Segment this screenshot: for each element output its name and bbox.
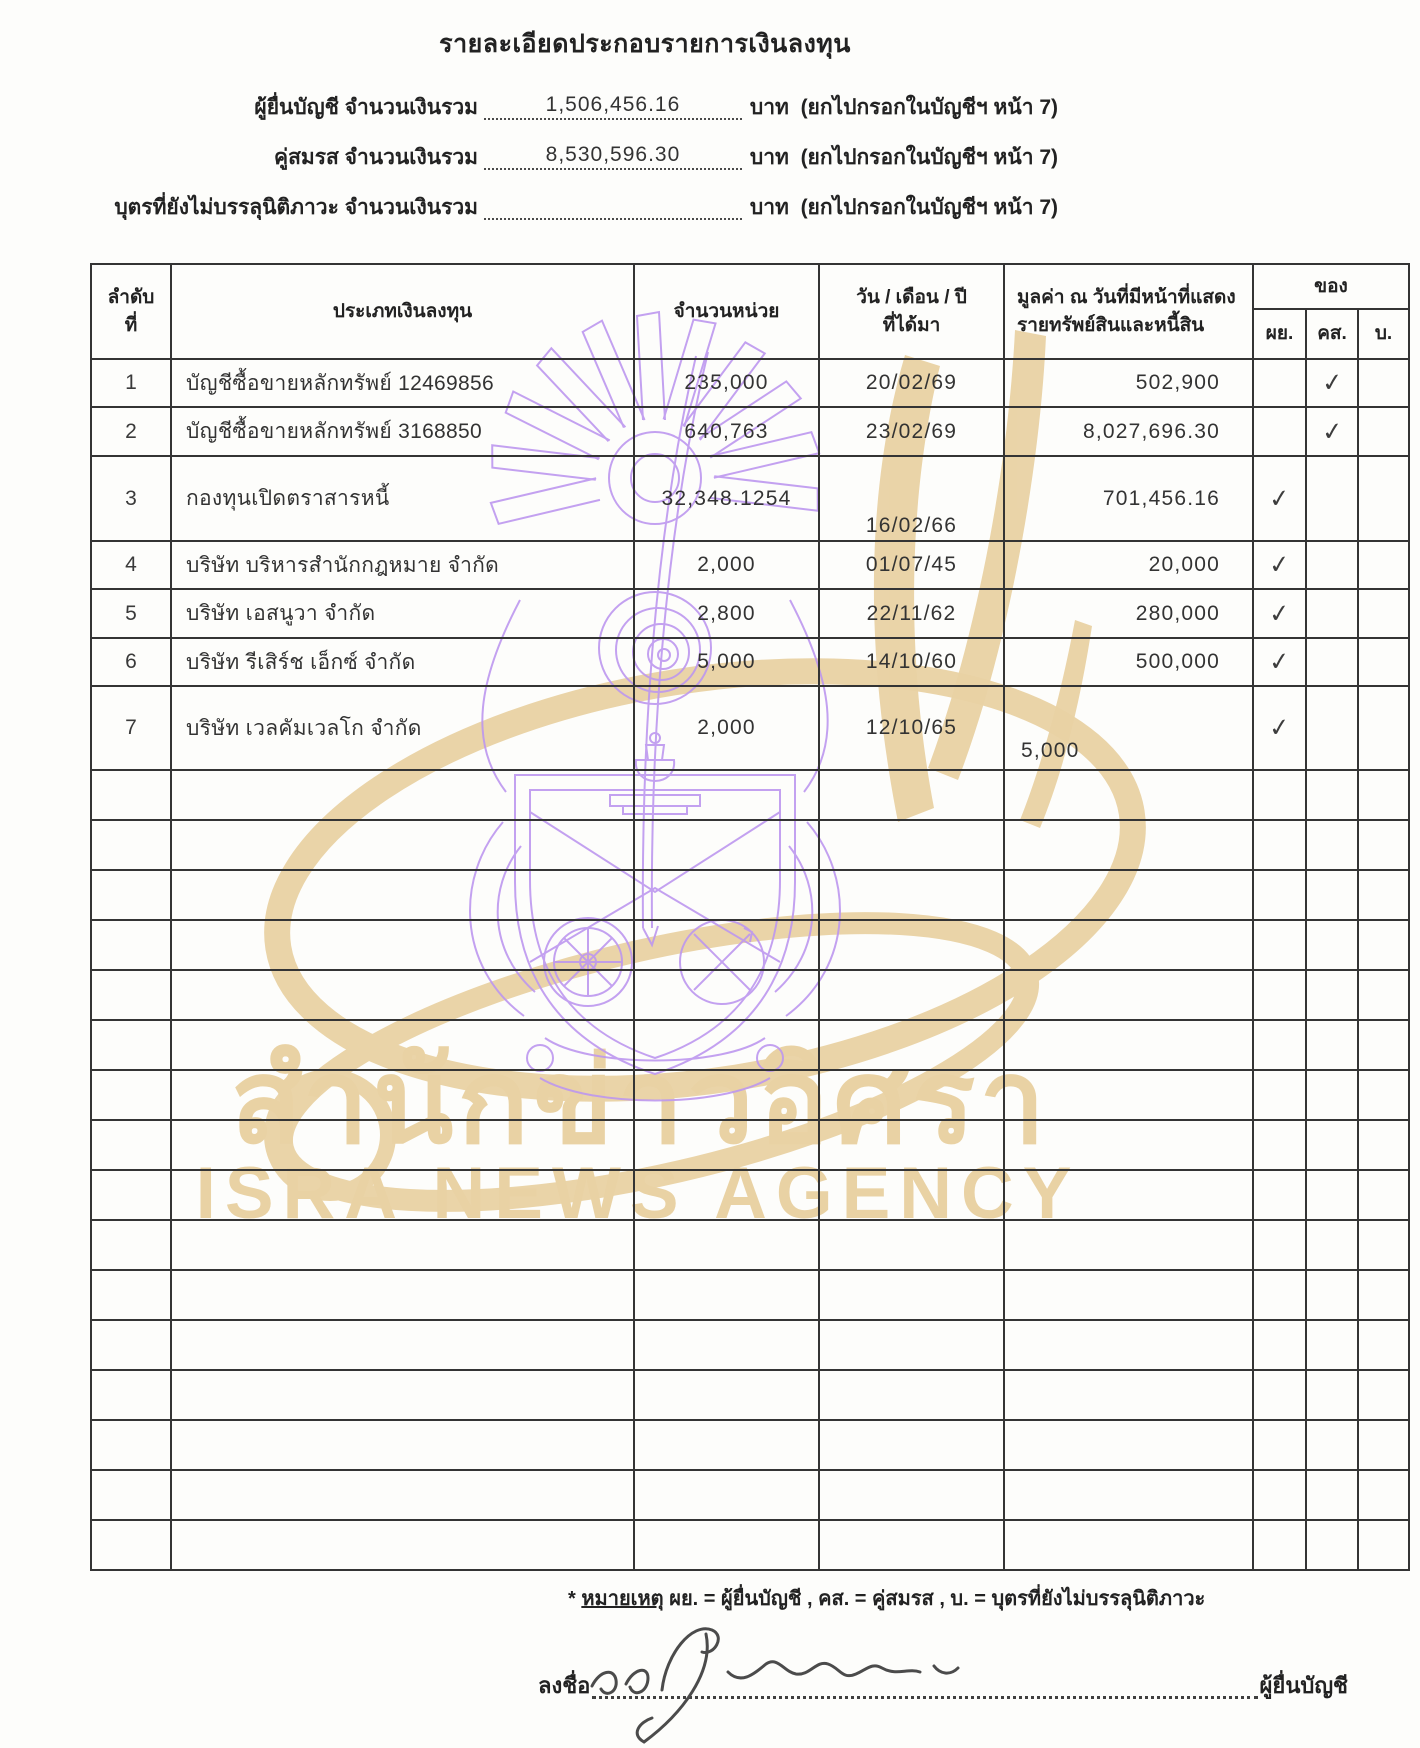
cell-units: 235,000 [634, 359, 819, 407]
empty-cell [91, 1470, 171, 1520]
footnote [568, 1582, 1205, 1614]
empty-cell [1004, 1270, 1253, 1320]
empty-cell [1004, 1020, 1253, 1070]
empty-cell [1358, 1220, 1409, 1270]
cell-owner-check [1253, 456, 1306, 541]
cell-row-number: 5 [91, 589, 171, 638]
empty-cell [819, 1270, 1004, 1320]
empty-cell [1358, 1320, 1409, 1370]
cell-value: 280,000 [1004, 589, 1253, 638]
empty-cell [91, 1120, 171, 1170]
empty-cell [634, 1270, 819, 1320]
empty-cell [1306, 1170, 1358, 1220]
empty-cell [1306, 1070, 1358, 1120]
cell-row-number: 4 [91, 541, 171, 589]
cell-owner-check [1306, 686, 1358, 770]
investment-table-wrapper [90, 263, 1410, 1571]
summary-section [58, 76, 1058, 226]
cell-value: 701,456.16 [1004, 456, 1253, 541]
empty-cell [1358, 1370, 1409, 1420]
cell-investment-type: กองทุนเปิดตราสารหนี้ [171, 456, 634, 541]
empty-cell [91, 1370, 171, 1420]
empty-cell [171, 770, 634, 820]
empty-table-row [91, 920, 1409, 970]
cell-owner-check [1306, 359, 1358, 407]
summary-label: บุตรที่ยังไม่บรรลุนิติภาวะ จำนวนเงินรวม [114, 196, 478, 219]
empty-cell [1306, 1370, 1358, 1420]
empty-cell [171, 1020, 634, 1070]
check-mark-icon: ✓ [1267, 598, 1292, 629]
empty-cell [1306, 1520, 1358, 1570]
empty-cell [1358, 1170, 1409, 1220]
cell-owner-check [1253, 359, 1306, 407]
empty-cell [819, 1220, 1004, 1270]
empty-table-row [91, 1020, 1409, 1070]
empty-table-row [91, 1470, 1409, 1520]
empty-cell [634, 770, 819, 820]
empty-cell [1306, 770, 1358, 820]
summary-label: คู่สมรส จำนวนเงินรวม [274, 146, 478, 169]
empty-cell [1306, 1420, 1358, 1470]
cell-owner-check [1358, 359, 1409, 407]
check-mark-icon: ✓ [1267, 549, 1292, 581]
empty-cell [634, 1070, 819, 1120]
footnote-legend: ผย. = ผู้ยื่นบัญชี , คส. = คู่สมรส , บ. = บุตรที่ยังไม่บรรลุนิติภาวะ [663, 1588, 1206, 1610]
empty-cell [171, 1070, 634, 1120]
cell-investment-type: บริษัท เวลคัมเวลโก จำกัด [171, 686, 634, 770]
empty-cell [171, 1470, 634, 1520]
empty-cell [1358, 1070, 1409, 1120]
empty-cell [1306, 1270, 1358, 1320]
empty-cell [91, 1420, 171, 1470]
empty-cell [91, 1270, 171, 1320]
empty-cell [1253, 770, 1306, 820]
cell-row-number: 7 [91, 686, 171, 770]
empty-cell [819, 1020, 1004, 1070]
empty-cell [171, 1220, 634, 1270]
empty-cell [634, 1420, 819, 1470]
empty-cell [171, 1120, 634, 1170]
summary-row-spouse [58, 126, 1058, 176]
empty-table-row [91, 1520, 1409, 1570]
summary-row-declarant [58, 76, 1058, 126]
cell-owner-check [1358, 638, 1409, 686]
empty-table-row [91, 770, 1409, 820]
cell-owner-check [1306, 638, 1358, 686]
header-value: มูลค่า ณ วันที่มีหน้าที่แสดง รายทรัพย์สินและหนี้สิน [1004, 264, 1253, 359]
cell-owner-check [1306, 456, 1358, 541]
cell-units: 5,000 [634, 638, 819, 686]
empty-cell [171, 1320, 634, 1370]
cell-value: 20,000 [1004, 541, 1253, 589]
dotted-fill-line [484, 186, 742, 220]
cell-investment-type: บัญชีซื้อขายหลักทรัพย์ 3168850 [171, 407, 634, 456]
empty-cell [1306, 870, 1358, 920]
footnote-star: * [568, 1588, 582, 1610]
empty-cell [1358, 970, 1409, 1020]
empty-table-row [91, 1370, 1409, 1420]
cell-investment-type: บริษัท เอสนูวา จำกัด [171, 589, 634, 638]
cell-value: 5,000 [1004, 686, 1253, 770]
summary-label: ผู้ยื่นบัญชี จำนวนเงินรวม [254, 96, 478, 119]
table-row [91, 638, 1409, 686]
header-owner-spouse: คส. [1306, 309, 1358, 359]
empty-cell [1253, 1370, 1306, 1420]
empty-cell [1306, 1470, 1358, 1520]
empty-cell [171, 1520, 634, 1570]
handwritten-signature [560, 1614, 1080, 1748]
empty-cell [634, 1120, 819, 1170]
empty-cell [1253, 1520, 1306, 1570]
empty-cell [1253, 1220, 1306, 1270]
empty-cell [819, 820, 1004, 870]
empty-cell [819, 1370, 1004, 1420]
empty-cell [1004, 770, 1253, 820]
empty-cell [91, 870, 171, 920]
empty-cell [634, 1470, 819, 1520]
empty-cell [819, 1070, 1004, 1120]
cell-date-acquired: 23/02/69 [819, 407, 1004, 456]
empty-cell [91, 820, 171, 870]
cell-units: 2,000 [634, 686, 819, 770]
empty-cell [91, 1220, 171, 1270]
empty-cell [91, 1170, 171, 1220]
cell-date-acquired: 14/10/60 [819, 638, 1004, 686]
cell-date-acquired: 16/02/66 [819, 456, 1004, 541]
empty-cell [1004, 1420, 1253, 1470]
cell-investment-type: บริษัท รีเสิร์ช เอ็กซ์ จำกัด [171, 638, 634, 686]
check-mark-icon: ✓ [1267, 483, 1292, 514]
empty-cell [91, 770, 171, 820]
empty-cell [91, 1520, 171, 1570]
table-row [91, 359, 1409, 407]
cell-owner-check [1358, 589, 1409, 638]
empty-cell [1306, 1320, 1358, 1370]
empty-cell [1253, 820, 1306, 870]
empty-cell [1358, 1470, 1409, 1520]
header-units: จำนวนหน่วย [634, 264, 819, 359]
cell-owner-check [1358, 456, 1409, 541]
empty-cell [1306, 820, 1358, 870]
cell-date-acquired: 20/02/69 [819, 359, 1004, 407]
empty-table-row [91, 1220, 1409, 1270]
empty-cell [634, 1170, 819, 1220]
empty-cell [1004, 820, 1253, 870]
footnote-term: หมายเหตุ [581, 1588, 664, 1610]
cell-owner-check [1306, 541, 1358, 589]
empty-cell [171, 870, 634, 920]
empty-cell [1306, 1120, 1358, 1170]
empty-cell [171, 970, 634, 1020]
empty-cell [1253, 1170, 1306, 1220]
cell-units: 640,763 [634, 407, 819, 456]
empty-cell [91, 1070, 171, 1120]
cell-investment-type: บัญชีซื้อขายหลักทรัพย์ 12469856 [171, 359, 634, 407]
empty-cell [634, 1320, 819, 1370]
empty-cell [1306, 1220, 1358, 1270]
empty-cell [634, 1020, 819, 1070]
empty-cell [171, 820, 634, 870]
empty-cell [1306, 1020, 1358, 1070]
empty-cell [1253, 1270, 1306, 1320]
watermark-thai-text: สำนักข่าวอิศรา [230, 1036, 1050, 1168]
empty-cell [1358, 1120, 1409, 1170]
empty-table-row [91, 820, 1409, 870]
empty-cell [1358, 870, 1409, 920]
cell-value: 500,000 [1004, 638, 1253, 686]
header-date: วัน / เดือน / ปี ที่ได้มา [819, 264, 1004, 359]
empty-cell [1004, 1520, 1253, 1570]
cell-owner-check [1306, 407, 1358, 456]
cell-owner-check [1253, 638, 1306, 686]
empty-cell [634, 870, 819, 920]
empty-cell [819, 1470, 1004, 1520]
empty-cell [819, 1170, 1004, 1220]
table-row [91, 407, 1409, 456]
empty-cell [1253, 1470, 1306, 1520]
empty-cell [819, 1320, 1004, 1370]
empty-cell [819, 1520, 1004, 1570]
empty-cell [1004, 1370, 1253, 1420]
cell-row-number: 2 [91, 407, 171, 456]
empty-cell [1253, 1070, 1306, 1120]
empty-cell [1358, 1020, 1409, 1070]
empty-cell [819, 870, 1004, 920]
empty-cell [1306, 970, 1358, 1020]
empty-cell [171, 1270, 634, 1320]
empty-cell [1358, 1520, 1409, 1570]
table-row [91, 589, 1409, 638]
cell-units: 32,348.1254 [634, 456, 819, 541]
empty-cell [1004, 1320, 1253, 1370]
table-header [91, 264, 1409, 359]
summary-unit-note: บาท (ยกไปกรอกในบัญชีฯ หน้า 7) [749, 196, 1058, 219]
empty-table-row [91, 1070, 1409, 1120]
empty-cell [1253, 1420, 1306, 1470]
check-mark-icon: ✓ [1320, 367, 1344, 399]
empty-cell [1253, 970, 1306, 1020]
empty-cell [91, 970, 171, 1020]
empty-cell [819, 920, 1004, 970]
empty-table-row [91, 1170, 1409, 1220]
cell-date-acquired: 12/10/65 [819, 686, 1004, 770]
empty-table-row [91, 1420, 1409, 1470]
empty-cell [1358, 770, 1409, 820]
investment-table-body [91, 359, 1409, 1570]
empty-cell [1004, 870, 1253, 920]
dotted-fill-line [484, 136, 742, 170]
header-owner-child: บ. [1358, 309, 1409, 359]
empty-cell [634, 1220, 819, 1270]
table-row [91, 541, 1409, 589]
empty-cell [1306, 920, 1358, 970]
empty-cell [171, 920, 634, 970]
empty-cell [1358, 1420, 1409, 1470]
cell-row-number: 1 [91, 359, 171, 407]
empty-cell [1004, 1220, 1253, 1270]
cell-owner-check [1358, 686, 1409, 770]
empty-cell [91, 1320, 171, 1370]
cell-value: 502,900 [1004, 359, 1253, 407]
empty-cell [1358, 1270, 1409, 1320]
empty-table-row [91, 1120, 1409, 1170]
empty-cell [1253, 1120, 1306, 1170]
empty-table-row [91, 870, 1409, 920]
empty-cell [91, 920, 171, 970]
header-owner-declarant: ผย. [1253, 309, 1306, 359]
empty-cell [1004, 1170, 1253, 1220]
cell-owner-check [1253, 407, 1306, 456]
summary-unit-note: บาท (ยกไปกรอกในบัญชีฯ หน้า 7) [749, 146, 1058, 169]
signature-role-label: ผู้ยื่นบัญชี [1259, 1673, 1348, 1698]
table-row [91, 686, 1409, 770]
empty-cell [91, 1020, 171, 1070]
cell-owner-check [1253, 686, 1306, 770]
watermark-english-text: ISRA NEWS AGENCY [195, 1153, 1081, 1234]
empty-cell [1253, 870, 1306, 920]
cell-owner-check [1358, 541, 1409, 589]
cell-row-number: 3 [91, 456, 171, 541]
empty-table-row [91, 970, 1409, 1020]
empty-cell [1253, 1320, 1306, 1370]
cell-date-acquired: 22/11/62 [819, 589, 1004, 638]
cell-owner-check [1253, 541, 1306, 589]
cell-owner-check [1253, 589, 1306, 638]
empty-cell [1004, 920, 1253, 970]
empty-cell [1004, 970, 1253, 1020]
empty-cell [171, 1420, 634, 1470]
empty-cell [634, 1370, 819, 1420]
check-mark-icon: ✓ [1267, 712, 1292, 744]
cell-units: 2,000 [634, 541, 819, 589]
cell-owner-check [1358, 407, 1409, 456]
empty-cell [1004, 1120, 1253, 1170]
summary-amount: 8,530,596.30 [545, 143, 681, 166]
table-row [91, 456, 1409, 541]
empty-table-row [91, 1320, 1409, 1370]
summary-amount: 1,506,456.16 [545, 93, 681, 116]
page-title: รายละเอียดประกอบรายการเงินลงทุน [439, 30, 851, 58]
empty-cell [634, 820, 819, 870]
empty-table-row [91, 1270, 1409, 1320]
empty-cell [1358, 820, 1409, 870]
empty-cell [1253, 1020, 1306, 1070]
investment-table [90, 263, 1410, 1571]
cell-investment-type: บริษัท บริหารสำนักกฎหมาย จำกัด [171, 541, 634, 589]
cell-date-acquired: 01/07/45 [819, 541, 1004, 589]
empty-cell [1253, 920, 1306, 970]
cell-owner-check [1306, 589, 1358, 638]
empty-cell [634, 970, 819, 1020]
empty-cell [1358, 920, 1409, 970]
empty-cell [171, 1170, 634, 1220]
summary-row-minor-children [58, 176, 1058, 226]
header-of: ของ [1253, 264, 1409, 309]
cell-row-number: 6 [91, 638, 171, 686]
empty-cell [634, 1520, 819, 1570]
empty-cell [1004, 1070, 1253, 1120]
dotted-fill-line [484, 86, 742, 120]
header-type: ประเภทเงินลงทุน [171, 264, 634, 359]
check-mark-icon: ✓ [1267, 646, 1292, 678]
empty-cell [819, 1120, 1004, 1170]
empty-cell [819, 1420, 1004, 1470]
check-mark-icon: ✓ [1320, 416, 1344, 447]
empty-cell [171, 1370, 634, 1420]
summary-unit-note: บาท (ยกไปกรอกในบัญชีฯ หน้า 7) [749, 96, 1058, 119]
empty-cell [819, 970, 1004, 1020]
empty-cell [634, 920, 819, 970]
empty-cell [819, 770, 1004, 820]
cell-units: 2,800 [634, 589, 819, 638]
empty-cell [1004, 1470, 1253, 1520]
signature-label: ลงชื่อ [538, 1673, 591, 1698]
header-no: ลำดับ ที่ [91, 264, 171, 359]
cell-value: 8,027,696.30 [1004, 407, 1253, 456]
